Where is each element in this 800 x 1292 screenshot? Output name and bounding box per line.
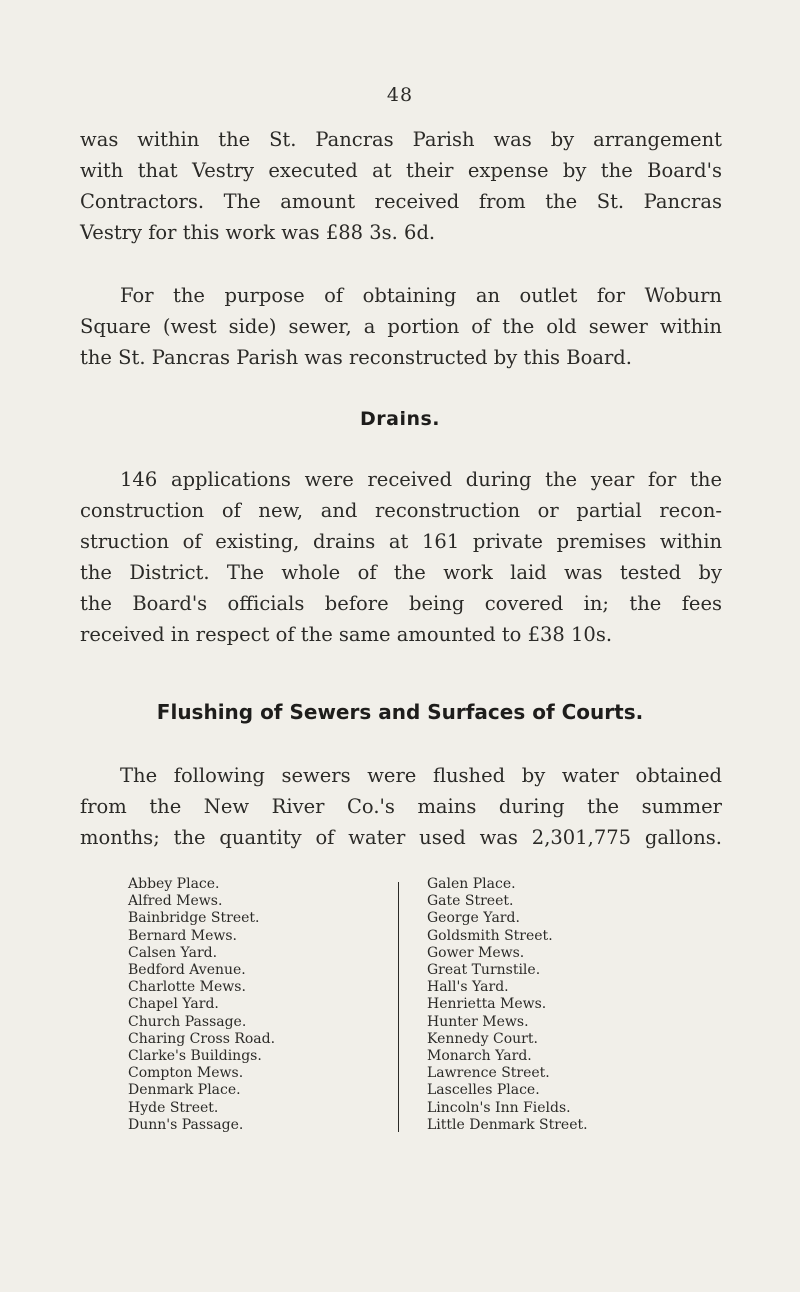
list-item: Lascelles Place. [427,1082,540,1099]
list-item: Hunter Mews. [427,1013,529,1030]
list-item: Great Turnstile. [427,962,541,979]
street-column-left [128,876,398,1134]
list-item: Lawrence Street. [427,1065,550,1082]
list-item: Hall's Yard. [427,979,509,996]
text-line: received in respect of the same amounted to £38 10s. [80,623,613,646]
text-line: construction of new, and reconstruction or partial recon- [80,499,722,522]
list-item: Calsen Yard. [128,944,218,961]
text-line: The following sewers were flushed by water obtained [120,764,722,787]
text-line: 146 applications were received during the year for the [120,468,722,491]
list-item: Clarke's Buildings. [128,1048,262,1065]
list-item: Alfred Mews. [128,893,223,910]
list-item: Dunn's Passage. [128,1116,244,1133]
text-line: struction of existing, drains at 161 private premises within [80,530,722,553]
list-item: Chapel Yard. [128,996,219,1013]
street-list [128,876,688,1134]
list-item: Lincoln's Inn Fields. [427,1099,571,1116]
list-item: Henrietta Mews. [427,996,547,1013]
paragraph-pancras-vestry [80,124,722,248]
text-line: Square (west side) sewer, a portion of the old sewer within [80,315,722,338]
heading-drains: Drains. [359,408,441,430]
list-item: Gate Street. [427,893,514,910]
list-item: Compton Mews. [128,1065,244,1082]
list-item: Goldsmith Street. [427,927,553,944]
paragraph-drains [80,464,722,650]
paragraph-flushing [80,760,722,853]
list-item: Church Passage. [128,1013,247,1030]
text-line: from the New River Co.'s mains during the summer [80,795,722,818]
list-item: Bernard Mews. [128,927,237,944]
list-item: Charlotte Mews. [128,979,246,996]
list-item: Bainbridge Street. [128,910,260,927]
text-line: Vestry for this work was £88 3s. 6d. [80,221,436,244]
list-item: Monarch Yard. [427,1048,532,1065]
list-item: Charing Cross Road. [128,1030,276,1047]
list-item: Hyde Street. [128,1099,219,1116]
text-line: the Board's officials before being covered in; the fees [80,592,722,615]
text-line: Contractors. The amount received from the St. Pancras [80,190,722,213]
text-line: with that Vestry executed at their expense by the Board's [80,159,722,182]
text-line: was within the St. Pancras Parish was by arrangement [80,128,722,151]
list-item: Bedford Avenue. [128,962,246,979]
page-number: 48 [386,84,414,106]
list-item: Kennedy Court. [427,1030,538,1047]
paragraph-woburn-square [80,280,722,373]
list-item: Denmark Place. [128,1082,241,1099]
list-item: Gower Mews. [427,944,525,961]
list-item: George Yard. [427,910,520,927]
list-item: Abbey Place. [128,876,220,892]
street-column-right [399,876,687,1134]
text-line: the District. The whole of the work laid was tested by [80,561,722,584]
text-line: the St. Pancras Parish was reconstructed by this Board. [80,346,632,369]
text-line: months; the quantity of water used was 2,301,775 gallons. [80,826,722,849]
text-line: For the purpose of obtaining an outlet for Woburn [120,284,722,307]
list-item: Galen Place. [427,876,516,892]
heading-flushing: Flushing of Sewers and Surfaces of Courts. [156,700,644,724]
list-item: Little Denmark Street. [427,1116,588,1133]
